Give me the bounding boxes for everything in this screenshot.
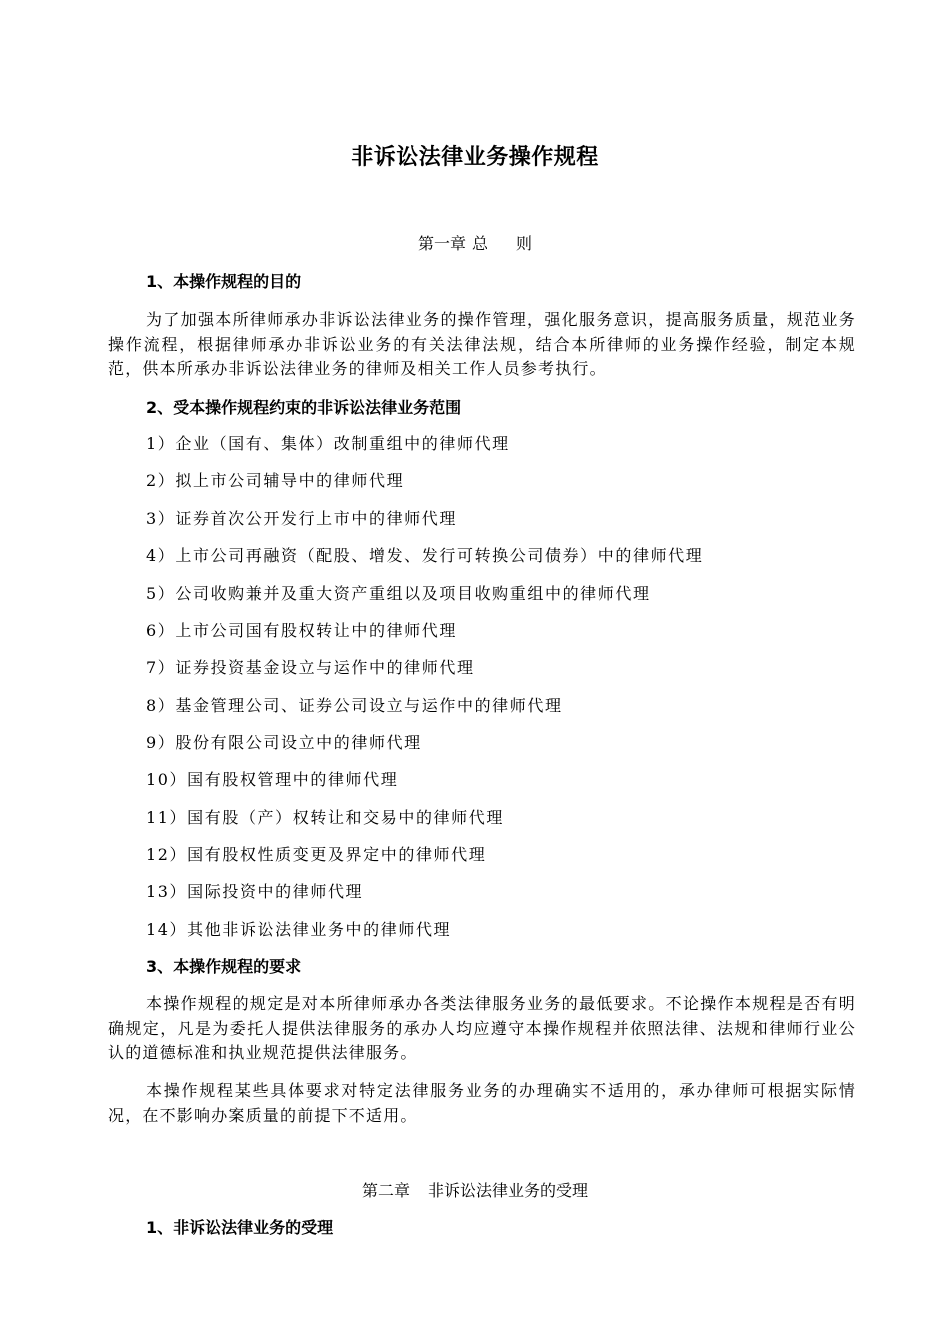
scope-list-item: 12）国有股权性质变更及界定中的律师代理	[146, 845, 487, 864]
scope-list-item: 7）证券投资基金设立与运作中的律师代理	[146, 658, 475, 677]
scope-list-item: 3）证券首次公开发行上市中的律师代理	[146, 509, 457, 528]
chapter-2-heading	[0, 1179, 950, 1203]
section-3-paragraph-2: 本操作规程某些具体要求对特定法律服务业务的办理确实不适用的，承办律师可根据实际情况，在不影响办案质量的前提下不适用。	[108, 1081, 856, 1125]
chapter-1-heading	[0, 232, 950, 256]
chapter-1-prefix: 第一章	[417, 234, 466, 253]
section-3-paragraph-1: 本操作规程的规定是对本所律师承办各类法律服务业务的最低要求。不论操作本规程是否有明确规定，凡是为委托人提供法律服务的承办人均应遵守本操作规程并依照法律、法规和律师行业公认的道德标准和执业规范提供法律服务。	[108, 994, 856, 1062]
document-title: 非诉讼法律业务操作规程	[351, 145, 599, 170]
scope-list-item: 10）国有股权管理中的律师代理	[146, 770, 399, 789]
chapter-1-word-2: 则	[516, 234, 533, 253]
chapter-1-word-1: 总	[471, 234, 488, 253]
scope-list-item: 1）企业（国有、集体）改制重组中的律师代理	[146, 434, 510, 453]
scope-list-item: 6）上市公司国有股权转让中的律师代理	[146, 621, 457, 640]
scope-list-item: 4）上市公司再融资（配股、增发、发行可转换公司债券）中的律师代理	[146, 546, 704, 565]
section-1-paragraph: 为了加强本所律师承办非诉讼法律业务的操作管理，强化服务意识，提高服务质量，规范业务操作流程，根据律师承办非诉讼业务的有关法律法规，结合本所律师的业务操作经验，制定本规范，供本所承办非诉讼法律业务的律师及相关工作人员参考执行。	[108, 310, 856, 378]
scope-list-item: 2）拟上市公司辅导中的律师代理	[146, 471, 405, 490]
scope-list-item: 9）股份有限公司设立中的律师代理	[146, 733, 422, 752]
scope-list-item: 5）公司收购兼并及重大资产重组以及项目收购重组中的律师代理	[146, 584, 651, 603]
chapter-2-title: 非诉讼法律业务的受理	[428, 1181, 589, 1200]
scope-list-item: 14）其他非诉讼法律业务中的律师代理	[146, 920, 452, 939]
section-2-heading: 2、受本操作规程约束的非诉讼法律业务范围	[146, 398, 462, 417]
section-1-heading: 1、本操作规程的目的	[146, 272, 302, 291]
section-3-heading: 3、本操作规程的要求	[146, 957, 302, 976]
scope-list-item: 13）国际投资中的律师代理	[146, 882, 364, 901]
chapter-2-section-1-heading: 1、非诉讼法律业务的受理	[146, 1218, 334, 1237]
scope-list-item: 11）国有股（产）权转让和交易中的律师代理	[146, 808, 504, 827]
scope-list-item: 8）基金管理公司、证券公司设立与运作中的律师代理	[146, 696, 563, 715]
chapter-2-prefix: 第二章	[361, 1181, 410, 1200]
